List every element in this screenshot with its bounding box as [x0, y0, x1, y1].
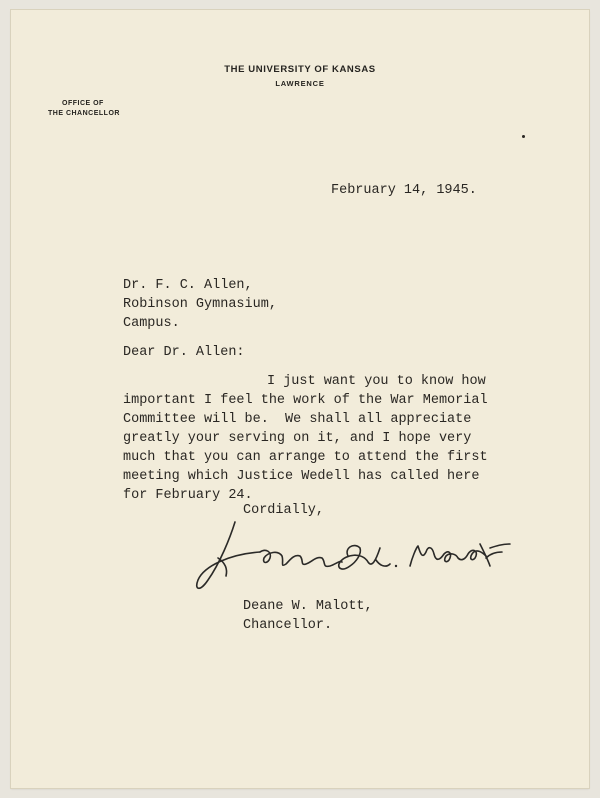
recipient-line: Dr. F. C. Allen, [123, 278, 253, 293]
body-line: important I feel the work of the War Memorial [123, 393, 488, 408]
letter-date: February 14, 1945. [331, 183, 477, 198]
recipient-line: Campus. [123, 316, 180, 331]
paper-speck [522, 135, 525, 138]
letterhead-institution: THE UNIVERSITY OF KANSAS [224, 64, 376, 75]
letterhead-office-line2: THE CHANCELLOR [48, 110, 120, 117]
body-line: Committee will be. We shall all appreciate [123, 412, 472, 427]
body-line: for February 24. [123, 488, 253, 503]
body-line: much that you can arrange to attend the first [123, 450, 488, 465]
signer-name: Deane W. Malott, [243, 599, 373, 614]
signer-title: Chancellor. [243, 618, 333, 633]
letterhead-office-line1: OFFICE OF [62, 100, 104, 107]
salutation: Dear Dr. Allen: [123, 345, 245, 360]
handwritten-signature [190, 518, 520, 598]
body-line: meeting which Justice Wedell has called here [123, 469, 480, 484]
closing: Cordially, [243, 503, 325, 518]
recipient-line: Robinson Gymnasium, [123, 297, 277, 312]
letterhead-city: LAWRENCE [275, 79, 325, 88]
body-line: greatly your serving on it, and I hope very [123, 431, 472, 446]
body-line: I just want you to know how [267, 374, 486, 389]
